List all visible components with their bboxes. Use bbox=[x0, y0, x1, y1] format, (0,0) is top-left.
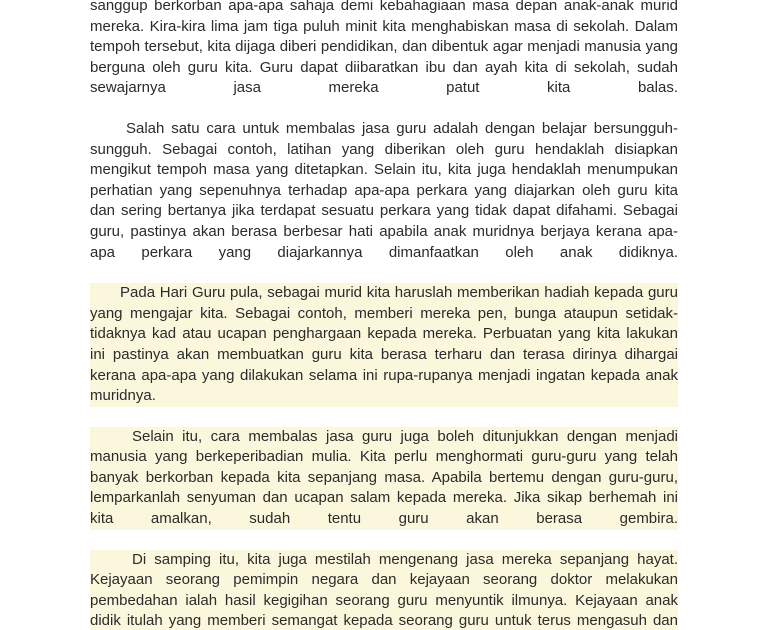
paragraph-line: yang mengajar kita. Sebagai contoh, memberi mereka pen, bunga ataupun setidak- bbox=[90, 304, 678, 325]
paragraph-1 bbox=[90, 0, 678, 99]
paragraph-line: tidaknya kad atau ucapan penghargaan kepada mereka. Perbuatan yang kita lakukan bbox=[90, 324, 678, 345]
paragraph-line: pembedahan ialah hasil kegigihan seorang guru menyuntik ilmunya. Kejayaan anak bbox=[90, 591, 678, 612]
paragraph-line: tempoh tersebut, kita dijaga diberi pendidikan, dan dibentuk agar menjadi manusia yang bbox=[90, 38, 678, 56]
paragraph-line: Salah satu cara untuk membalas jasa guru adalah dengan belajar bersungguh- bbox=[126, 119, 678, 137]
paragraph-line: guru, pastinya akan berasa berbesar hati apabila anak muridnya berjaya kerana apa- bbox=[90, 222, 678, 240]
essay-body bbox=[90, 0, 678, 630]
paragraph-line: Di samping itu, kita juga mestilah mengenang jasa mereka sepanjang hayat. bbox=[90, 550, 678, 571]
paragraph-line: lemparkanlah senyuman dan ucapan salam kepada mereka. Jika sikap berhemah ini bbox=[90, 488, 678, 509]
paragraph-line: perhatian yang sepenuhnya terhadap apa-apa perkara yang diajarkan oleh guru kita bbox=[90, 181, 678, 199]
paragraph-line: manusia yang berkeperibadian mulia. Kita perlu menghormati guru-guru yang telah bbox=[90, 447, 678, 468]
paragraph-line: Pada Hari Guru pula, sebagai murid kita haruslah memberikan hadiah kepada guru bbox=[90, 283, 678, 304]
paragraph-line: mereka. Kira-kira lima jam tiga puluh minit kita menghabiskan masa di sekolah. Dalam bbox=[90, 17, 678, 35]
paragraph-line: kita amalkan, sudah tentu guru akan berasa gembira. bbox=[90, 509, 678, 530]
paragraph-line: banyak berkorban kepada kita sepanjang masa. Apabila bertemu dengan guru-guru, bbox=[90, 468, 678, 489]
paragraph-line: mengikut tempoh masa yang ditetapkan. Selain itu, kita juga hendaklah menumpukan bbox=[90, 161, 678, 179]
paragraph-5 bbox=[90, 550, 678, 630]
paragraph-line: berguna oleh guru kita. Guru dapat diibaratkan ibu dan ayah kita di sekolah, sudah bbox=[90, 58, 678, 76]
paragraph-line: Kejayaan seorang pemimpin negara dan kejayaan seorang doktor melakukan bbox=[90, 570, 678, 591]
paragraph-line: sungguh. Sebagai contoh, latihan yang diberikan oleh guru hendaklah disiapkan bbox=[90, 140, 678, 158]
paragraph-line: didik itulah yang memberi semangat kepada seorang guru untuk terus mengasuh dan bbox=[90, 611, 678, 630]
paragraph-4 bbox=[90, 427, 678, 530]
paragraph-line: ini pastinya akan membuatkan guru kita berasa terharu dan terasa dirinya dihargai bbox=[90, 345, 678, 366]
paragraph-line: apa perkara yang diajarkannya dimanfaatkan oleh anak didiknya. bbox=[90, 243, 678, 261]
paragraph-line: sanggup berkorban apa-apa sahaja demi kebahagiaan masa depan anak-anak murid bbox=[90, 0, 678, 14]
paragraph-line: muridnya. bbox=[90, 386, 678, 407]
paragraph-3 bbox=[90, 283, 678, 407]
paragraph-2 bbox=[90, 119, 678, 263]
paragraph-line: Selain itu, cara membalas jasa guru juga boleh ditunjukkan dengan menjadi bbox=[90, 427, 678, 448]
paragraph-line: dan sering bertanya jika terdapat sesuatu perkara yang tidak dapat difahami. Sebagai bbox=[90, 202, 678, 220]
paragraph-line: kerana apa-apa yang dilakukan selama ini rupa-rupanya menjadi ingatan kepada anak bbox=[90, 366, 678, 387]
paragraph-line: sewajarnya jasa mereka patut kita balas. bbox=[90, 79, 678, 97]
